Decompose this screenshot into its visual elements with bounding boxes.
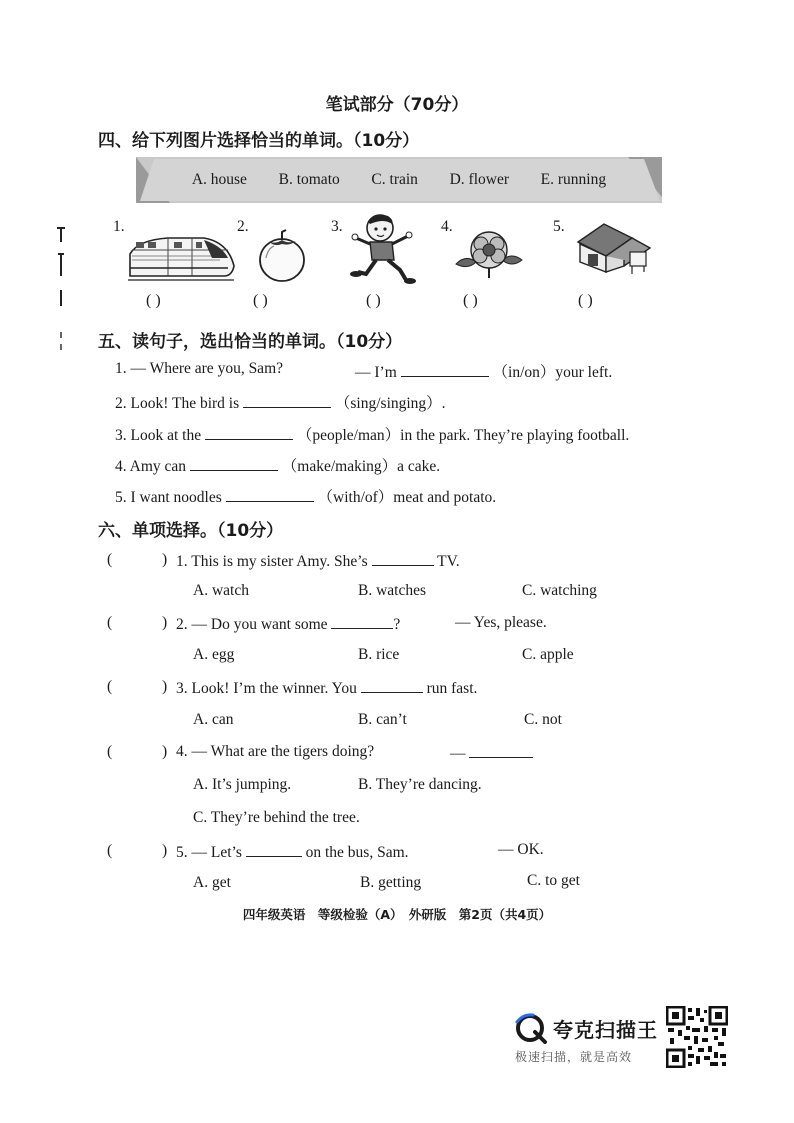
- s6-q1-close-paren[interactable]: ): [162, 551, 168, 568]
- s6-q5-close-paren[interactable]: ): [162, 842, 168, 859]
- s6-question-4: [176, 743, 374, 761]
- item-number-4: 4.: [441, 218, 453, 235]
- s6-q2-reply: — Yes, please.: [455, 614, 547, 631]
- watermark-brand: 夸克扫描王: [553, 1018, 658, 1042]
- item-number-3: 3.: [331, 218, 343, 235]
- s5-q4-text: 4. Amy can: [115, 458, 187, 475]
- s6-q1-option-b: B. watches: [358, 582, 427, 599]
- s6-q1-stem-end: TV.: [437, 553, 460, 570]
- s6-q4-close-paren[interactable]: ): [162, 743, 168, 760]
- s6-q2-close-paren[interactable]: ): [162, 614, 168, 631]
- s6-q1-blank: [372, 551, 434, 566]
- s6-q1-stem: 1. This is my sister Amy. She’s: [176, 553, 368, 570]
- s6-q5-stem: 5. — Let’s: [176, 844, 242, 861]
- s6-q3-option-b: B. can’t: [358, 711, 407, 728]
- item-number-1: 1.: [113, 218, 125, 235]
- s5-q2-blank[interactable]: [243, 393, 331, 408]
- s6-q3-option-a: A. can: [193, 711, 234, 728]
- answer-paren-1[interactable]: ( ): [146, 292, 161, 309]
- s6-q4-open-paren[interactable]: (: [107, 743, 113, 760]
- option-c: C. train: [371, 171, 418, 188]
- s6-q4-option-c: C. They’re behind the tree.: [193, 809, 360, 826]
- s6-q1-option-a: A. watch: [193, 582, 249, 599]
- running-boy-icon: [348, 212, 422, 286]
- s6-q4-option-a: A. It’s jumping.: [193, 776, 292, 793]
- scanner-logo-icon: [513, 1012, 549, 1044]
- s5-question-3: [115, 423, 629, 445]
- s5-q2-choices: （sing/singing）.: [334, 395, 446, 412]
- s6-question-3: [176, 678, 477, 698]
- s6-question-1: [176, 551, 460, 571]
- binding-marks: [55, 220, 67, 360]
- section5-heading: 五、读句子，选出恰当的单词。（10分）: [98, 332, 403, 352]
- option-d: D. flower: [449, 171, 509, 188]
- s6-q5-option-c: C. to get: [527, 872, 580, 889]
- option-b: B. tomato: [278, 171, 340, 188]
- answer-paren-3[interactable]: ( ): [366, 292, 381, 309]
- s6-q3-blank: [361, 678, 423, 693]
- s6-q2-stem-end: ?: [393, 616, 401, 633]
- s6-question-5: [176, 842, 409, 862]
- s5-q3-text: 3. Look at the: [115, 427, 202, 444]
- item-number-5: 5.: [553, 218, 565, 235]
- s6-q2-option-a: A. egg: [193, 646, 235, 663]
- s6-question-2: [176, 614, 400, 634]
- s6-q5-reply: — OK.: [498, 841, 544, 858]
- s6-q2-option-c: C. apple: [522, 646, 574, 663]
- s6-q4-option-b: B. They’re dancing.: [358, 776, 482, 793]
- s6-q2-option-b: B. rice: [358, 646, 400, 663]
- section4-heading: 四、给下列图片选择恰当的单词。（10分）: [98, 131, 420, 151]
- s6-q5-blank: [246, 842, 302, 857]
- answer-paren-2[interactable]: ( ): [253, 292, 268, 309]
- s5-q1-reply: — I’m: [355, 364, 397, 381]
- s5-q5-choices: （with/of）meat and potato.: [317, 489, 497, 506]
- s5-q2-text: 2. Look! The bird is: [115, 395, 240, 412]
- s5-q5-blank[interactable]: [226, 487, 314, 502]
- answer-paren-5[interactable]: ( ): [578, 292, 593, 309]
- watermark-slogan: 极速扫描，就是高效: [515, 1050, 633, 1064]
- s6-q4-blank: [469, 743, 533, 758]
- s6-q4-stem: 4. — What are the tigers doing?: [176, 743, 375, 760]
- page-title: 笔试部分（70分）: [325, 95, 469, 115]
- s5-q4-choices: （make/making）a cake.: [281, 458, 441, 475]
- s6-q3-close-paren[interactable]: ): [162, 678, 168, 695]
- tomato-icon: [256, 228, 308, 284]
- s5-q3-choices: （people/man）in the park. They’re playing football.: [296, 427, 630, 444]
- s5-q1-choices: （in/on）your left.: [492, 364, 613, 381]
- s5-q5-text: 5. I want noodles: [115, 489, 222, 506]
- answer-paren-4[interactable]: ( ): [463, 292, 478, 309]
- s6-q3-option-c: C. not: [524, 711, 562, 728]
- s6-q4-reply: [450, 743, 533, 763]
- s5-question-5: [115, 485, 496, 507]
- train-icon: [128, 232, 236, 288]
- s5-q1-blank[interactable]: [401, 362, 489, 377]
- options-list: [136, 157, 662, 203]
- s5-question-2: [115, 391, 446, 413]
- page-footer: 四年级英语 等级检验（A） 外研版 第2页（共4页）: [242, 907, 552, 922]
- s6-q1-option-c: C. watching: [522, 582, 597, 599]
- s6-q4-dash: —: [450, 745, 466, 762]
- section6-heading: 六、单项选择。（10分）: [98, 521, 284, 541]
- s6-q5-option-a: A. get: [193, 874, 231, 891]
- s6-q3-open-paren[interactable]: (: [107, 678, 113, 695]
- s6-q5-open-paren[interactable]: (: [107, 842, 113, 859]
- s5-question-1: [115, 360, 283, 378]
- qr-code-icon[interactable]: [666, 1006, 728, 1068]
- s6-q2-stem: 2. — Do you want some: [176, 616, 328, 633]
- s6-q2-open-paren[interactable]: (: [107, 614, 113, 631]
- option-a: A. house: [191, 171, 247, 188]
- s5-question-4: [115, 454, 440, 476]
- s6-q5-option-b: B. getting: [360, 874, 422, 891]
- flower-icon: [452, 226, 526, 278]
- s6-q5-stem-end: on the bus, Sam.: [305, 844, 409, 861]
- s5-q1-text: 1. — Where are you, Sam?: [115, 360, 284, 377]
- s6-q3-stem-end: run fast.: [426, 680, 478, 697]
- s5-question-1-reply: [355, 360, 612, 382]
- s6-q2-blank: [331, 614, 393, 629]
- item-number-2: 2.: [237, 218, 249, 235]
- option-e: E. running: [540, 171, 607, 188]
- s6-q3-stem: 3. Look! I’m the winner. You: [176, 680, 357, 697]
- house-icon: [574, 218, 654, 276]
- s5-q3-blank[interactable]: [205, 425, 293, 440]
- s6-q1-open-paren[interactable]: (: [107, 551, 113, 568]
- s5-q4-blank[interactable]: [190, 456, 278, 471]
